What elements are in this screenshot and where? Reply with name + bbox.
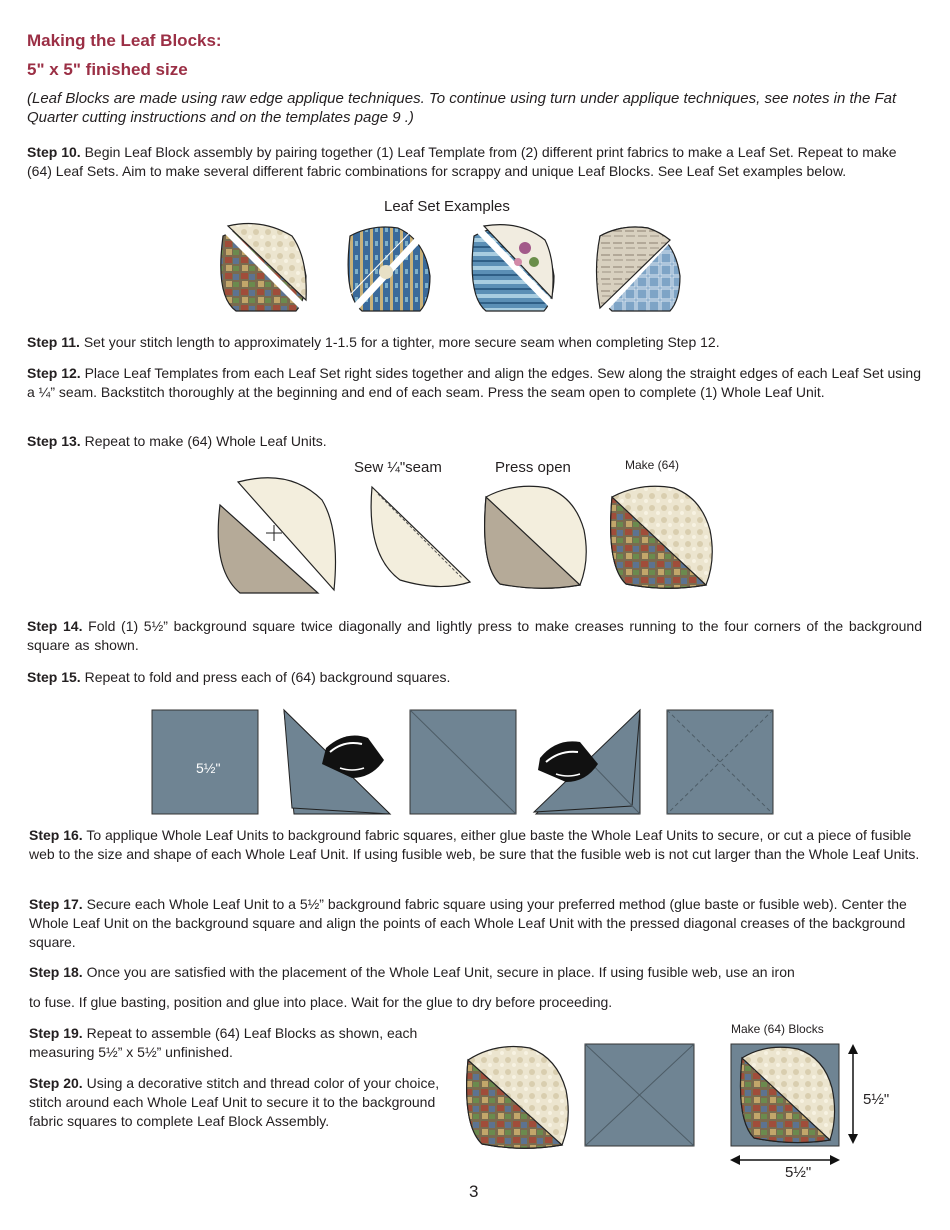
- creased-background-figure: [585, 1044, 694, 1146]
- intro-note: (Leaf Blocks are made using raw edge applique techniques. To continue using turn under applique techniques, see notes in the Fat Quarter cutting instructions and on the templates page 9 .): [27, 90, 897, 126]
- step-18-continued: to fuse. If glue basting, position and glue into place. Wait for the glue to dry before proceeding.: [29, 994, 613, 1010]
- step-15: Step 15. Repeat to fold and press each of (64) background squares.: [27, 669, 451, 685]
- width-label: 5½": [785, 1164, 812, 1181]
- height-label: 5½": [863, 1091, 890, 1108]
- leaf-unit-figure: [467, 1047, 569, 1149]
- press-open-label: Press open: [495, 459, 571, 476]
- leaf-set-caption: Leaf Set Examples: [384, 198, 510, 215]
- step-20: Step 20. Using a decorative stitch and thread color of your choice, stitch around each Whole Leaf Unit to secure it to the background fabric squares to complete Leaf Block Assembly.: [29, 1075, 440, 1129]
- step-19: Step 19. Repeat to assemble (64) Leaf Blocks as shown, each measuring 5½” x 5½” unfinished.: [29, 1025, 418, 1060]
- finished-leaf-block-figure: [731, 1044, 839, 1146]
- step-11: Step 11. Set your stitch length to approximately 1-1.5 for a tighter, more secure seam when completing Step 12.: [27, 334, 720, 350]
- section-subtitle: 5" x 5" finished size: [27, 60, 188, 79]
- step-10: Step 10. Begin Leaf Block assembly by pairing together (1) Leaf Template from (2) different print fabrics to make a Leaf Set. Repeat to make (64) Leaf Sets. Aim to make several different fabric combinations for scrappy and unique Leaf Blocks. See Leaf Set examples below.: [27, 144, 897, 179]
- step-18: Step 18. Once you are satisfied with the placement of the Whole Leaf Unit, secure in place. If using fusible web, use an iron: [29, 964, 795, 980]
- height-arrow: [848, 1044, 858, 1144]
- step-17: Step 17. Secure each Whole Leaf Unit to a 5½” background fabric square using your preferred method (glue baste or fusible web). Center the Whole Leaf Unit on the background square and align the points of each Whole Leaf Unit with the pressed diagonal creases of the background square.: [29, 896, 907, 950]
- square-size-label: 5½": [196, 760, 221, 776]
- page-number: 3: [469, 1182, 479, 1201]
- step-16: Step 16. To applique Whole Leaf Units to background fabric squares, either glue baste the Whole Leaf Units to secure, or cut a piece of fusible web to the size and shape of each Whole Leaf Unit. If using fusible web, be sure that the fusible web is not cut larger than the Whole Leaf Units.: [29, 827, 920, 862]
- blocks-label: Make (64) Blocks: [731, 1022, 824, 1036]
- sew-seam-label: Sew ¼"seam: [354, 459, 442, 476]
- make-64-label: Make (64): [625, 458, 680, 472]
- step-12: Step 12. Place Leaf Templates from each Leaf Set right sides together and align the edges. Sew along the straight edges of each Leaf Set using a ¼” seam. Backstitch thoroughly at the beginning and end of each seam. Press the seam open to complete (1) Whole Leaf Unit.: [27, 365, 921, 400]
- step-14: Step 14. Fold (1) 5½” background square twice diagonally and lightly press to make creases running to the four corners of the background square as shown.: [27, 618, 922, 653]
- step-13: Step 13. Repeat to make (64) Whole Leaf Units.: [27, 433, 327, 449]
- section-title: Making the Leaf Blocks:: [27, 31, 222, 50]
